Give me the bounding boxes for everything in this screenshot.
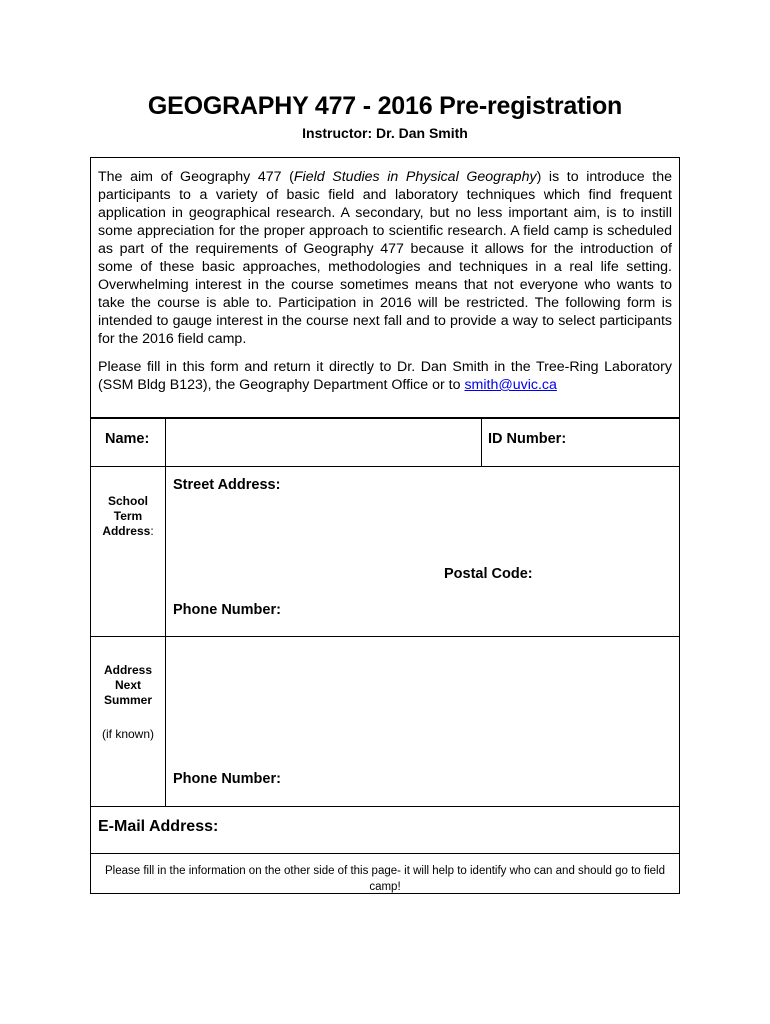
id-column-divider [481,418,482,466]
school-term-address-label [91,494,165,539]
divider-summer-address [91,806,679,807]
name-field[interactable] [169,421,481,465]
school-term-word-address-text: Address [102,524,151,538]
school-phone-label: Phone Number: [173,602,281,618]
summer-word-summer: Summer [103,693,153,707]
page-title: GEOGRAPHY 477 - 2016 Pre-registration [147,92,623,120]
school-term-word-term: Term [113,509,143,523]
email-label: E-Mail Address: [98,818,219,835]
name-label: Name: [105,431,150,447]
id-number-label: ID Number: [488,431,567,447]
return-instructions: Please fill in this form and return it directly to Dr. Dan Smith in the Tree-Ring Laboratory (SSM Bldg B123), the Geography Department Office or to [98,359,672,393]
intro-aim-rest: ) is to introduce the participants to a variety of basic field and laboratory techniques which find frequent application in geographical research. A secondary, but no less important aim, is to instill some appreciation for the proper approach to scientific research. A field camp is scheduled as part of the requirements of Geography 477 because it allows for the introduction of some of these basic approaches, methodologies and techniques in a real life setting. Overwhelming interest in the course sometimes means that not everyone who wants to take the course is able to. Participation in 2016 will be restricted. The following form is intended to gauge interest in the course next fall and to provide a way to select participants for the 2016 field camp. [98,169,672,347]
divider-school-address [91,636,679,637]
label-column-divider [165,418,166,806]
registration-form [90,157,680,894]
divider-name-row [91,466,679,467]
postal-code-label: Postal Code: [444,566,533,582]
footer-note: Please fill in the information on the other side of this page- it will help to identify who can and should go to field camp! [104,865,665,893]
summer-address-field[interactable] [171,642,675,766]
intro-paragraph-return [98,358,672,394]
instructor-line: Instructor: Dr. Dan Smith [302,125,468,141]
school-term-colon: : [150,524,154,538]
if-known-note: (if known) [101,727,154,741]
summer-phone-label: Phone Number: [173,771,281,787]
postal-code-field[interactable] [541,562,675,588]
summer-phone-field[interactable] [291,767,675,793]
school-phone-field[interactable] [291,598,675,624]
divider-email [91,853,679,854]
summer-word-address: Address [103,663,153,677]
school-street-address-field[interactable] [171,498,675,562]
intro-paragraph-aim [98,168,672,348]
instructor-email-link[interactable]: smith@uvic.ca [464,377,557,393]
school-term-word-address [91,524,165,539]
email-field[interactable] [231,813,675,847]
intro-text [98,168,672,404]
school-term-word-school: School [107,494,148,508]
divider-intro [91,417,679,419]
intro-aim-start: The aim of Geography 477 ( [98,169,294,185]
course-name: Field Studies in Physical Geography [293,169,537,185]
street-address-label: Street Address: [173,477,281,493]
id-number-field[interactable] [581,421,679,465]
summer-word-next: Next [114,678,141,692]
summer-address-label [91,663,165,708]
